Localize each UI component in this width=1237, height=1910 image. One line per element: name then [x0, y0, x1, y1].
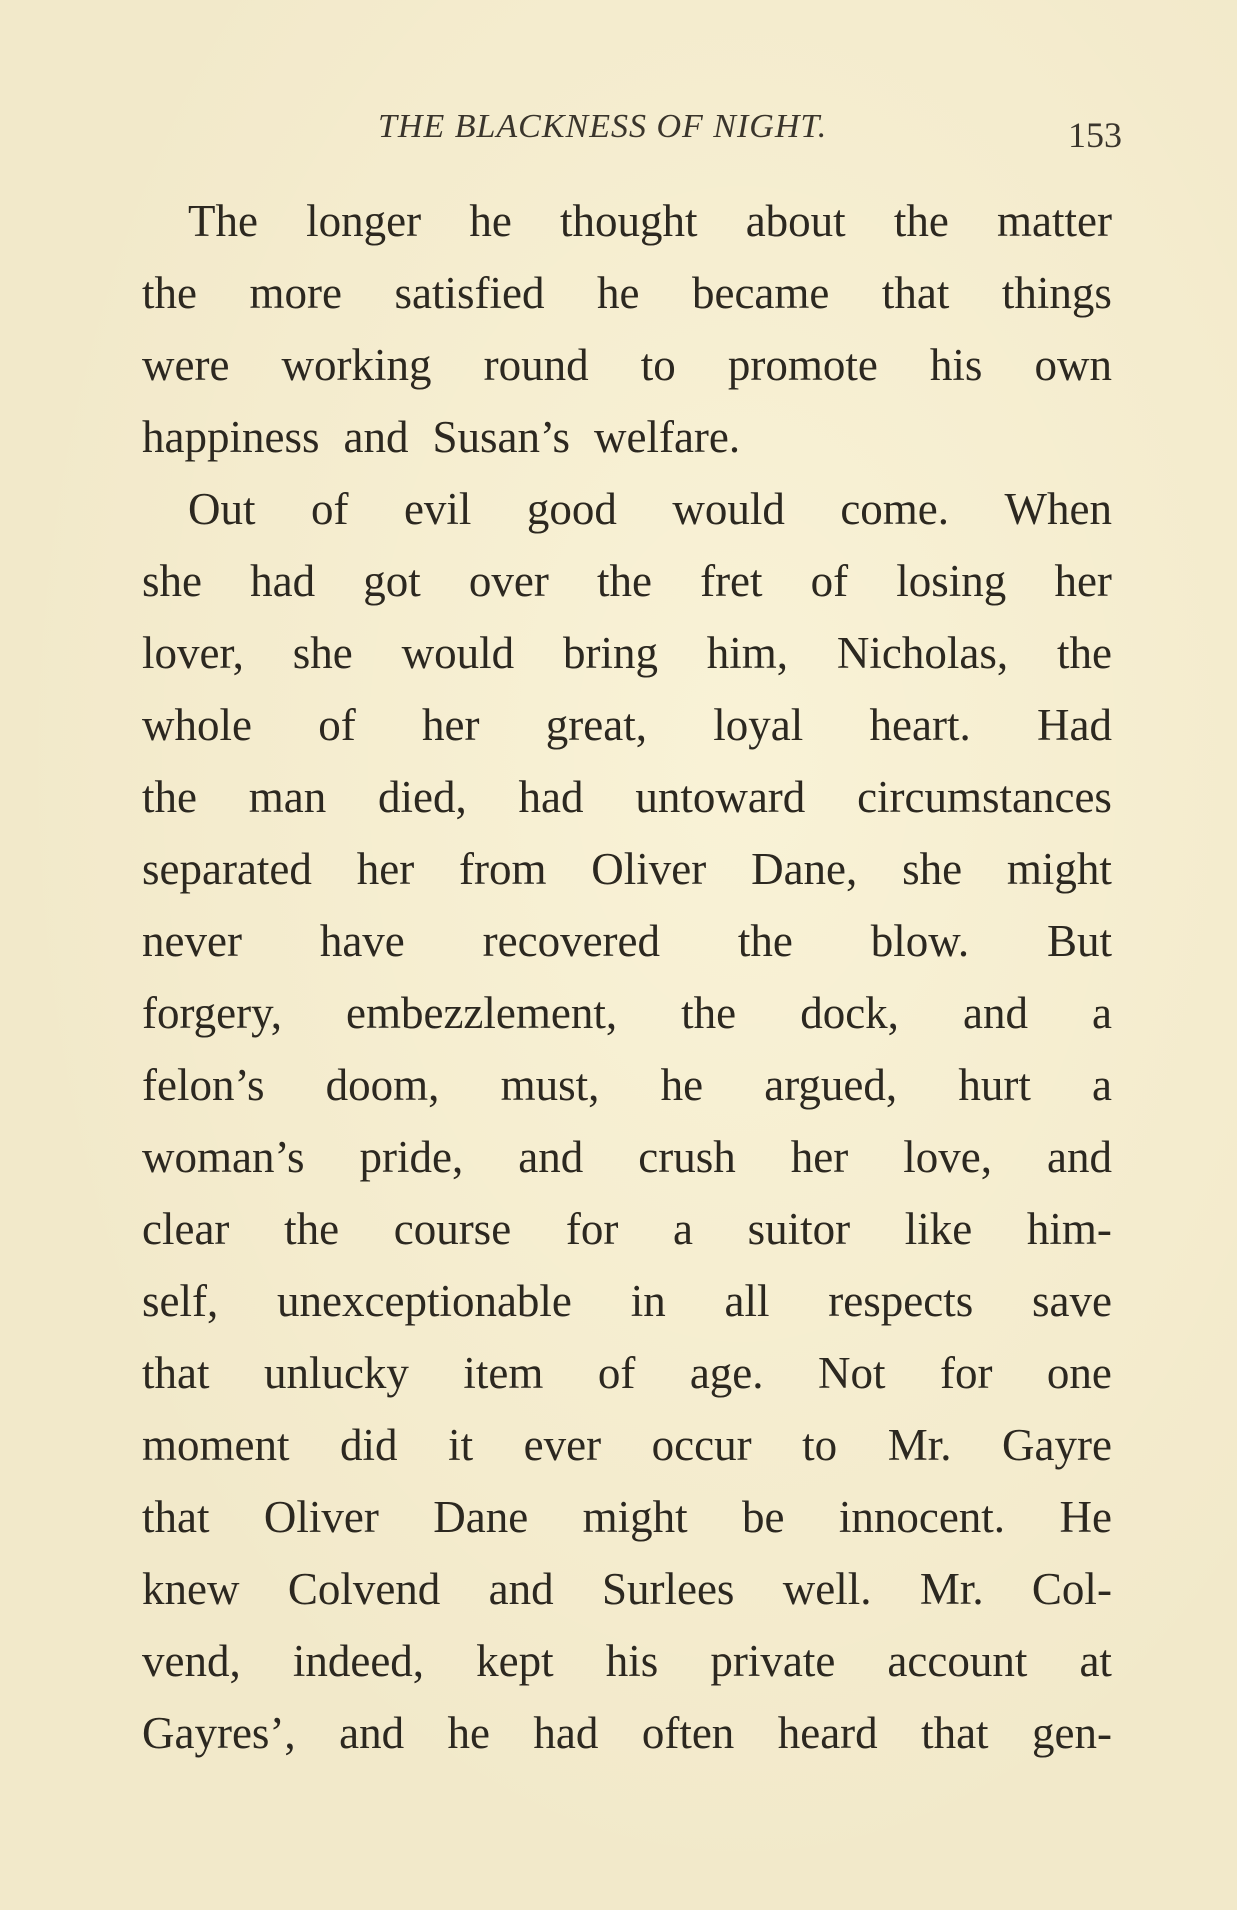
- body-text: [142, 185, 1112, 1769]
- word: longer: [306, 196, 422, 246]
- word: Mr.: [887, 1420, 952, 1470]
- word: fret: [700, 556, 763, 606]
- word: for: [565, 1204, 619, 1254]
- word: separated: [142, 844, 312, 894]
- text-line: [142, 1481, 1112, 1553]
- word: Had: [1037, 700, 1112, 750]
- text-line: [142, 977, 1112, 1049]
- word: whole: [142, 700, 252, 750]
- word: might: [1006, 844, 1112, 894]
- word: But: [1046, 916, 1112, 966]
- word: course: [393, 1204, 512, 1254]
- word: woman’s: [142, 1132, 305, 1182]
- word: Gayre: [1002, 1420, 1112, 1470]
- word: Susan’s: [432, 412, 570, 462]
- word: the: [1056, 628, 1112, 678]
- word: ever: [523, 1420, 602, 1470]
- word: became: [691, 268, 830, 318]
- word: Colvend: [287, 1564, 441, 1614]
- word: felon’s: [142, 1060, 265, 1110]
- word: embezzlement,: [346, 988, 618, 1038]
- word: for: [939, 1348, 993, 1398]
- word: to: [640, 340, 676, 390]
- word: often: [641, 1708, 735, 1758]
- word: have: [319, 916, 405, 966]
- text-line: [142, 1337, 1112, 1409]
- word: of: [810, 556, 849, 606]
- word: had: [533, 1708, 599, 1758]
- word: working: [281, 340, 432, 390]
- word: did: [340, 1420, 398, 1470]
- word: that: [142, 1492, 210, 1542]
- word: to: [802, 1420, 838, 1470]
- word: doom,: [325, 1060, 440, 1110]
- word: good: [526, 484, 617, 534]
- word: her: [422, 700, 480, 750]
- word: heart.: [869, 700, 971, 750]
- word: account: [887, 1636, 1028, 1686]
- word: recovered: [482, 916, 661, 966]
- word: matter: [997, 196, 1112, 246]
- word: loyal: [713, 700, 804, 750]
- word: unlucky: [263, 1348, 409, 1398]
- word: be: [741, 1492, 785, 1542]
- word: knew: [142, 1564, 240, 1614]
- word: that: [881, 268, 950, 318]
- word: from: [459, 844, 547, 894]
- word: over: [468, 556, 549, 606]
- word: a: [1092, 988, 1112, 1038]
- word: like: [904, 1204, 973, 1254]
- word: indeed,: [292, 1636, 425, 1686]
- word: clear: [142, 1204, 230, 1254]
- word: a: [1092, 1060, 1112, 1110]
- running-head: [0, 108, 1237, 158]
- word: his: [929, 340, 983, 390]
- text-line: [142, 257, 1112, 329]
- word: item: [463, 1348, 544, 1398]
- word: blow.: [870, 916, 970, 966]
- word: come.: [840, 484, 950, 534]
- word: Dane,: [751, 844, 858, 894]
- running-title: THE BLACKNESS OF NIGHT.: [378, 108, 828, 145]
- word: the: [681, 988, 737, 1038]
- word: all: [724, 1276, 770, 1326]
- word: she: [142, 556, 202, 606]
- word: got: [363, 556, 421, 606]
- word: things: [1001, 268, 1112, 318]
- word: innocent.: [838, 1492, 1006, 1542]
- text-line: [142, 1625, 1112, 1697]
- word: pride,: [359, 1132, 464, 1182]
- word: her: [356, 844, 415, 894]
- text-line: [142, 1193, 1112, 1265]
- word: and: [962, 988, 1028, 1038]
- word: When: [1004, 484, 1112, 534]
- word: that: [142, 1348, 210, 1398]
- word: thought: [559, 196, 698, 246]
- word: save: [1032, 1276, 1112, 1326]
- word: lover,: [142, 628, 244, 678]
- word: of: [318, 700, 356, 750]
- word: and: [518, 1132, 584, 1182]
- word: might: [582, 1492, 688, 1542]
- word: the: [284, 1204, 340, 1254]
- text-line: [142, 1121, 1112, 1193]
- word: Oliver: [263, 1492, 379, 1542]
- word: satisfied: [394, 268, 545, 318]
- word: he: [596, 268, 640, 318]
- word: more: [249, 268, 342, 318]
- word: would: [401, 628, 515, 678]
- word: Gayres’,: [142, 1708, 296, 1758]
- word: him,: [706, 628, 789, 678]
- word: circumstances: [857, 772, 1112, 822]
- word: at: [1079, 1636, 1112, 1686]
- word: the: [596, 556, 652, 606]
- word: private: [710, 1636, 836, 1686]
- text-line: [142, 905, 1112, 977]
- word: Col-: [1031, 1564, 1112, 1614]
- word: his: [605, 1636, 659, 1686]
- word: well.: [782, 1564, 872, 1614]
- text-line: [142, 761, 1112, 833]
- word: age.: [689, 1348, 764, 1398]
- word: died,: [378, 772, 467, 822]
- text-line: [142, 689, 1112, 761]
- word: in: [630, 1276, 666, 1326]
- word: heard: [777, 1708, 878, 1758]
- word: of: [310, 484, 349, 534]
- word: Not: [818, 1348, 886, 1398]
- word: Dane: [433, 1492, 529, 1542]
- text-line: [142, 1409, 1112, 1481]
- text-line: [142, 473, 1112, 545]
- word: it: [448, 1420, 474, 1470]
- word: he: [469, 196, 512, 246]
- word: and: [1046, 1132, 1112, 1182]
- word: had: [518, 772, 584, 822]
- word: round: [483, 340, 589, 390]
- word: own: [1034, 340, 1112, 390]
- text-line: [142, 1553, 1112, 1625]
- word: great,: [545, 700, 647, 750]
- word: were: [142, 340, 230, 390]
- word: welfare.: [594, 412, 741, 462]
- word: and: [339, 1708, 405, 1758]
- word: Out: [188, 484, 256, 534]
- word: her: [790, 1132, 849, 1182]
- word: him-: [1026, 1204, 1112, 1254]
- word: Nicholas,: [836, 628, 1009, 678]
- word: kept: [476, 1636, 554, 1686]
- word: promote: [727, 340, 878, 390]
- word: love,: [903, 1132, 992, 1182]
- word: the: [893, 196, 949, 246]
- text-line: [142, 185, 1112, 257]
- word: self,: [142, 1276, 219, 1326]
- word: her: [1054, 556, 1112, 606]
- word: moment: [142, 1420, 290, 1470]
- word: bring: [562, 628, 658, 678]
- text-line: [142, 833, 1112, 905]
- word: never: [142, 916, 242, 966]
- word: respects: [828, 1276, 974, 1326]
- word: the: [142, 268, 197, 318]
- text-line: [142, 617, 1112, 689]
- word: one: [1046, 1348, 1112, 1398]
- word: occur: [651, 1420, 752, 1470]
- word: and: [343, 412, 409, 462]
- word: about: [745, 196, 846, 246]
- word: he: [447, 1708, 490, 1758]
- text-line: [142, 401, 1112, 473]
- word: hurt: [958, 1060, 1031, 1110]
- word: suitor: [747, 1204, 851, 1254]
- word: gen-: [1031, 1708, 1112, 1758]
- word: untoward: [635, 772, 806, 822]
- word: dock,: [800, 988, 899, 1038]
- word: argued,: [764, 1060, 898, 1110]
- word: Oliver: [591, 844, 707, 894]
- text-line: [142, 329, 1112, 401]
- word: the: [142, 772, 197, 822]
- word: and: [488, 1564, 554, 1614]
- text-line: [142, 545, 1112, 617]
- text-line: [142, 1265, 1112, 1337]
- word: unexceptionable: [277, 1276, 572, 1326]
- word: she: [292, 628, 353, 678]
- word: man: [248, 772, 327, 822]
- word: forgery,: [142, 988, 282, 1038]
- text-line: [142, 1049, 1112, 1121]
- page-number: 153: [1068, 115, 1122, 155]
- word: must,: [500, 1060, 600, 1110]
- word: losing: [896, 556, 1007, 606]
- word: vend,: [142, 1636, 241, 1686]
- word: Surlees: [601, 1564, 735, 1614]
- text-line: [142, 1697, 1112, 1769]
- word: a: [672, 1204, 693, 1254]
- word: the: [737, 916, 793, 966]
- word: would: [672, 484, 785, 534]
- word: evil: [403, 484, 472, 534]
- word: she: [902, 844, 963, 894]
- word: Mr.: [919, 1564, 984, 1614]
- word: happiness: [142, 412, 320, 462]
- word: The: [188, 196, 258, 246]
- word: of: [597, 1348, 636, 1398]
- word: that: [921, 1708, 989, 1758]
- word: crush: [638, 1132, 736, 1182]
- word: He: [1059, 1492, 1112, 1542]
- word: had: [250, 556, 316, 606]
- word: he: [660, 1060, 704, 1110]
